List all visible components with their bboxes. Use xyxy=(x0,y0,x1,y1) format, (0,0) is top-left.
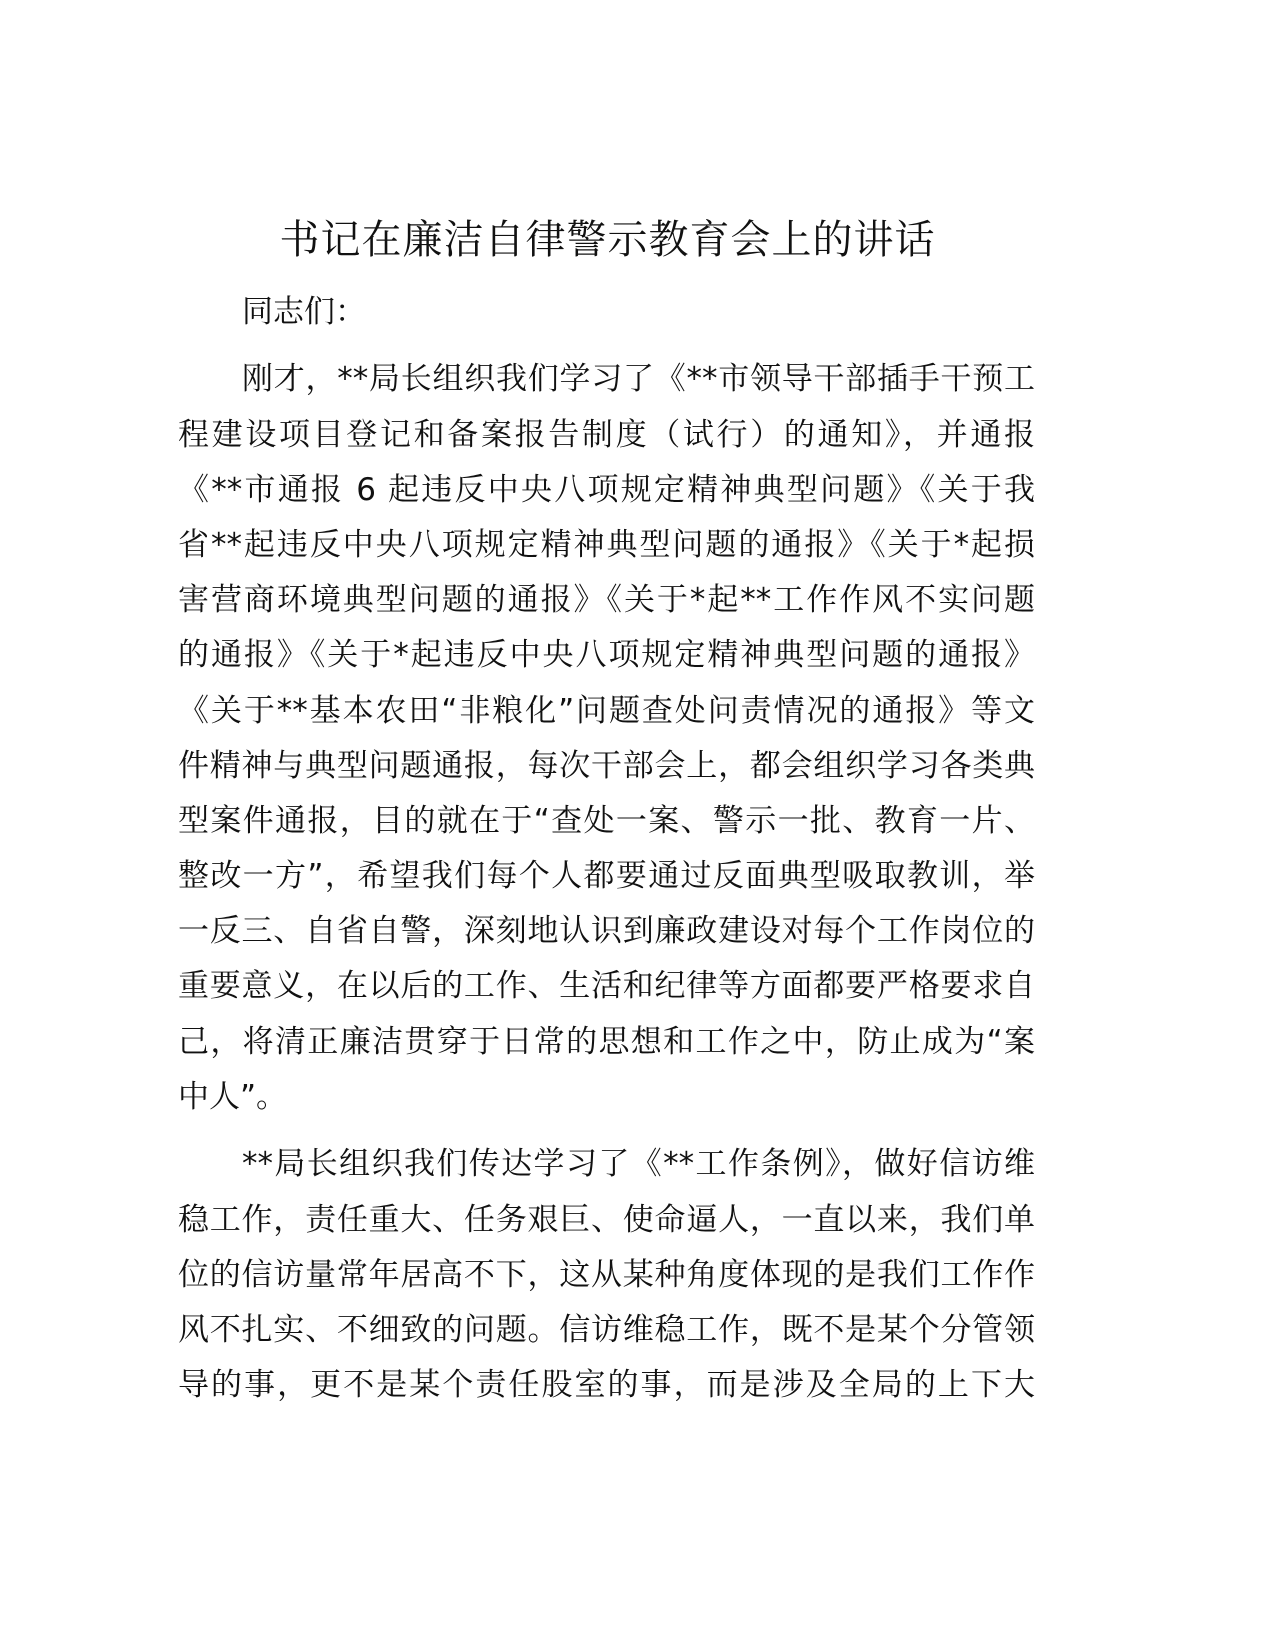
paragraph-2 xyxy=(178,1137,1035,1413)
text-line: 整改一方”，希望我们每个人都要通过反面典型吸取教训，举 xyxy=(178,858,1035,895)
text-line: 《关于**基本农田“非粮化”问题查处问责情况的通报》等文 xyxy=(178,692,1035,729)
text-line: 稳工作，责任重大、任务艰巨、使命逼人，一直以来，我们单 xyxy=(178,1201,1035,1238)
text-line: 位的信访量常年居高不下，这从某种角度体现的是我们工作作 xyxy=(178,1256,1035,1293)
salutation: 同志们： xyxy=(242,293,366,330)
text-line: 中人”。 xyxy=(178,1078,288,1115)
text-line: 害营商环境典型问题的通报》《关于*起**工作作风不实问题 xyxy=(178,582,1035,619)
text-line: 的通报》《关于*起违反中央八项规定精神典型问题的通报》 xyxy=(178,637,1035,674)
text-line: 刚才，**局长组织我们学习了《**市领导干部插手干预工 xyxy=(242,361,1035,398)
text-line: 重要意义，在以后的工作、生活和纪律等方面都要严格要求自 xyxy=(178,968,1035,1005)
text-line: 风不扎实、不细致的问题。信访维稳工作，既不是某个分管领 xyxy=(178,1311,1035,1348)
text-line: 己，将清正廉洁贯穿于日常的思想和工作之中，防止成为“案 xyxy=(178,1023,1035,1060)
text-line: 件精神与典型问题通报，每次干部会上，都会组织学习各类典 xyxy=(178,747,1035,784)
text-line: 《**市通报 6 起违反中央八项规定精神典型问题》《关于我 xyxy=(178,471,1035,508)
salutation-block xyxy=(178,285,1035,340)
text-line: 程建设项目登记和备案报告制度（试行）的通知》，并通报 xyxy=(178,416,1035,453)
text-line: **局长组织我们传达学习了《**工作条例》，做好信访维 xyxy=(242,1146,1035,1183)
text-line: 一反三、自省自警，深刻地认识到廉政建设对每个工作岗位的 xyxy=(178,913,1035,950)
text-line: 型案件通报，目的就在于“查处一案、警示一批、教育一片、 xyxy=(178,802,1035,839)
document-title: 书记在廉洁自律警示教育会上的讲话 xyxy=(279,217,936,263)
text-line: 导的事，更不是某个责任股室的事，而是涉及全局的上下大 xyxy=(178,1367,1035,1404)
text-line: 省**起违反中央八项规定精神典型问题的通报》《关于*起损 xyxy=(178,526,1035,563)
paragraph-1 xyxy=(178,352,1035,1125)
